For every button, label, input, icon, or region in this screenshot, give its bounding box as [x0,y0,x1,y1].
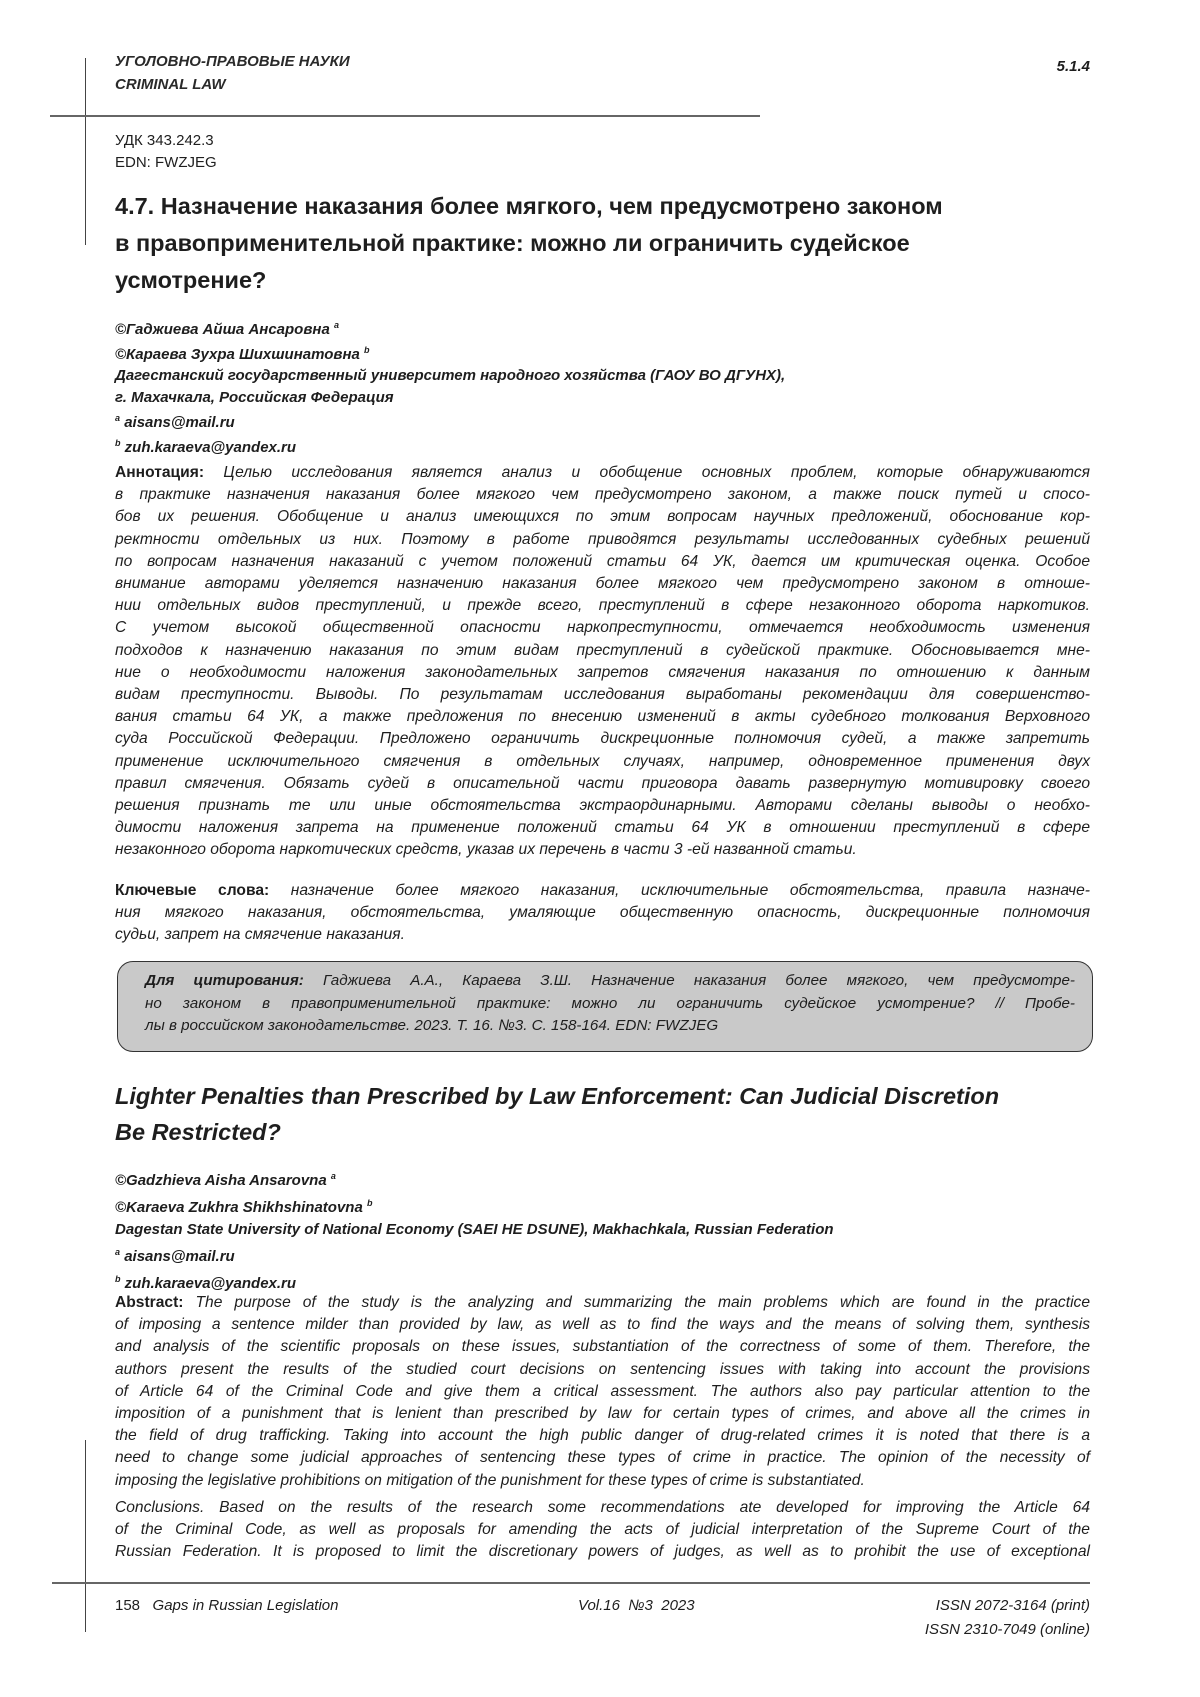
text-line: решения признать те или иные обстоятельства экстраординарными. Авторами сделаны выводы о необхо- [115,795,1090,817]
text-line: of imposing a sentence milder than provided by law, as well as to find the ways and the means of solving them, synthesis [115,1314,1090,1336]
text-line: imposition of a punishment that is lenient than prescribed by law for certain types of crimes, and above all the crimes in [115,1403,1090,1425]
authors-en [115,1165,834,1295]
text-line: бов их решения. Обобщение и анализ имеющихся по этим вопросам научных предложений, обоснование кор- [115,506,1090,528]
email-2: b zuh.karaeva@yandex.ru [115,433,785,458]
citation-text [145,970,1075,1038]
text-line: Lighter Penalties than Prescribed by Law Enforcement: Can Judicial Discretion [115,1078,999,1114]
section-ru: УГОЛОВНО-ПРАВОВЫЕ НАУКИ [115,50,350,73]
email-1: a aisans@mail.ru [115,408,785,433]
annotation-paragraph [115,462,1090,862]
author-2: ©Караева Зухра Шихшинатовна b [115,340,785,365]
author-1: ©Гаджиева Айша Ансаровна a [115,315,785,340]
text-line: нии отдельных видов преступлений, и прежде всего, преступлений в сфере незаконного оборота наркотиков. [115,595,1090,617]
text-line: of the Criminal Code, as well as proposals for amending the acts of judicial interpretation of the Supreme Court of the [115,1519,1090,1541]
email-2: b zuh.karaeva@yandex.ru [115,1268,834,1295]
text-line: С учетом высокой общественной опасности наркопреступности, отмечается необходимость изменения [115,617,1090,639]
text-line: по вопросам назначения наказаний с учетом положений статьи 64 УК, дается им критическая оценка. Особое [115,551,1090,573]
paragraph-label: Abstract: [115,1294,183,1311]
journal-name: Gaps in Russian Legislation [153,1597,339,1614]
text-line: ния мягкого наказания, обстоятельства, умаляющие общественную опасность, дискреционные полномочия [115,902,1090,924]
affiliation: Dagestan State University of National Economy (SAEI HE DSUNE), Makhachkala, Russian Federation [115,1219,834,1241]
keywords-paragraph [115,880,1090,947]
text-line: imposing the legislative prohibitions on mitigation of the punishment for these types of crime is substantiated. [115,1470,1090,1492]
authors-ru [115,315,785,458]
text-line: внимание авторами уделяется назначению наказания более мягкого чем предусмотрено законом в отноше- [115,573,1090,595]
author-1: ©Gadzhieva Aisha Ansarovna a [115,1165,834,1192]
text-line: ние о необходимости наложения законодательных запретов смягчения наказания по отношению к данным [115,662,1090,684]
article-meta [115,130,217,174]
text-line: в правоприменительной практике: можно ли ограничить судейское [115,225,1105,262]
text-line: суда Российской Федерации. Предложено ограничить дискреционные полномочия судей, а также запретить [115,728,1090,750]
text-line: Аннотация: Целью исследования является анализ и обобщение основных проблем, которые обнаруживаются [115,462,1090,484]
text-line: need to change some judicial approaches of sentencing these types of crime in practice. The opinion of the necessity of [115,1447,1090,1469]
text-line: незаконного оборота наркотических средств, указав их перечень в части 3 -ей названной статьи. [115,839,1090,861]
article-title-ru [115,188,1105,299]
paragraph-label: Ключевые слова: [115,882,269,899]
text-line: применение исключительного смягчения в отдельных случаях, например, одновременное применения двух [115,751,1090,773]
text-line: подходов к назначению наказания по этим видам преступлений в судейской практике. Обосновывается мне- [115,640,1090,662]
footer-issn [925,1594,1090,1642]
footer-left [115,1594,339,1618]
text-line: в практике назначения наказания более мягкого чем предусмотрено законом, а также поиск путей и спосо- [115,484,1090,506]
text-line: and analysis of the scientific proposals on these issues, substantiation of the correctness of some of them. Therefore, the [115,1336,1090,1358]
text-line: authors present the results of the studied court decisions on sentencing issues with taking into account the provisions [115,1359,1090,1381]
text-line: ректности отдельных из них. Поэтому в работе приводятся результаты исследованных судебных решений [115,529,1090,551]
margin-rule-bottom [85,1440,86,1632]
text-line: усмотрение? [115,262,1105,299]
margin-rule-top [85,58,86,245]
footer-divider [52,1582,1090,1584]
text-line: правил смягчения. Обязать судей в описательной части приговора давать развернутую мотивировку своего [115,773,1090,795]
affiliation-city: г. Махачкала, Российская Федерация [115,387,785,408]
conclusions-paragraph [115,1497,1090,1564]
text-line: судьи, запрет на смягчение наказания. [115,924,1090,946]
text-line: димости наложения запрета на применение положений статьи 64 УК в отношении преступлений в сфере [115,817,1090,839]
running-header [115,50,350,96]
article-title-en [115,1078,999,1150]
text-line: вания статьи 64 УК, а также предложения по внесению изменений в акты судебного толкования Верховного [115,706,1090,728]
text-line: Russian Federation. It is proposed to limit the discretionary powers of judges, as well as to prohibit the use of exceptional [115,1541,1090,1563]
issn-online: ISSN 2310-7049 (online) [925,1618,1090,1642]
page-number: 158 [115,1597,140,1614]
paragraph-label: Для цитирования: [145,972,304,989]
issue-info: Vol.16 №3 2023 [578,1594,695,1618]
text-line: видам преступности. Выводы. По результатам исследования выработаны рекомендации для совершенство- [115,684,1090,706]
paragraph-label: Аннотация: [115,464,204,481]
text-line: но законом в правоприменительной практике: можно ли ограничить судейское усмотрение? // Пробе- [145,993,1075,1016]
text-line: Ключевые слова: назначение более мягкого наказания, исключительные обстоятельства, правила назначе- [115,880,1090,902]
section-code: 5.1.4 [1057,58,1090,75]
text-line: of Article 64 of the Criminal Code and give them a critical assessment. The authors also pay particular attention to the [115,1381,1090,1403]
section-en: CRIMINAL LAW [115,73,350,96]
edn-code: EDN: FWZJEG [115,152,217,174]
text-line: лы в российском законодательстве. 2023. Т. 16. №3. С. 158-164. EDN: FWZJEG [145,1015,1075,1038]
email-1: a aisans@mail.ru [115,1241,834,1268]
text-line: Conclusions. Based on the results of the research some recommendations ate developed for improving the Article 64 [115,1497,1090,1519]
text-line: Для цитирования: Гаджиева А.А., Караева З.Ш. Назначение наказания более мягкого, чем предусмотре- [145,970,1075,993]
text-line: Abstract: The purpose of the study is the analyzing and summarizing the main problems which are found in the practice [115,1292,1090,1314]
header-divider [50,115,760,117]
abstract-paragraph [115,1292,1090,1492]
author-2: ©Karaeva Zukhra Shikhshinatovna b [115,1192,834,1219]
issn-print: ISSN 2072-3164 (print) [925,1594,1090,1618]
text-line: the field of drug trafficking. Taking into account the high public danger of drug-related crimes it is noted that there is a [115,1425,1090,1447]
text-line: 4.7. Назначение наказания более мягкого, чем предусмотрено законом [115,188,1105,225]
udk-code: УДК 343.242.3 [115,130,217,152]
affiliation: Дагестанский государственный университет народного хозяйства (ГАОУ ВО ДГУНХ), [115,365,785,386]
text-line: Be Restricted? [115,1114,999,1150]
